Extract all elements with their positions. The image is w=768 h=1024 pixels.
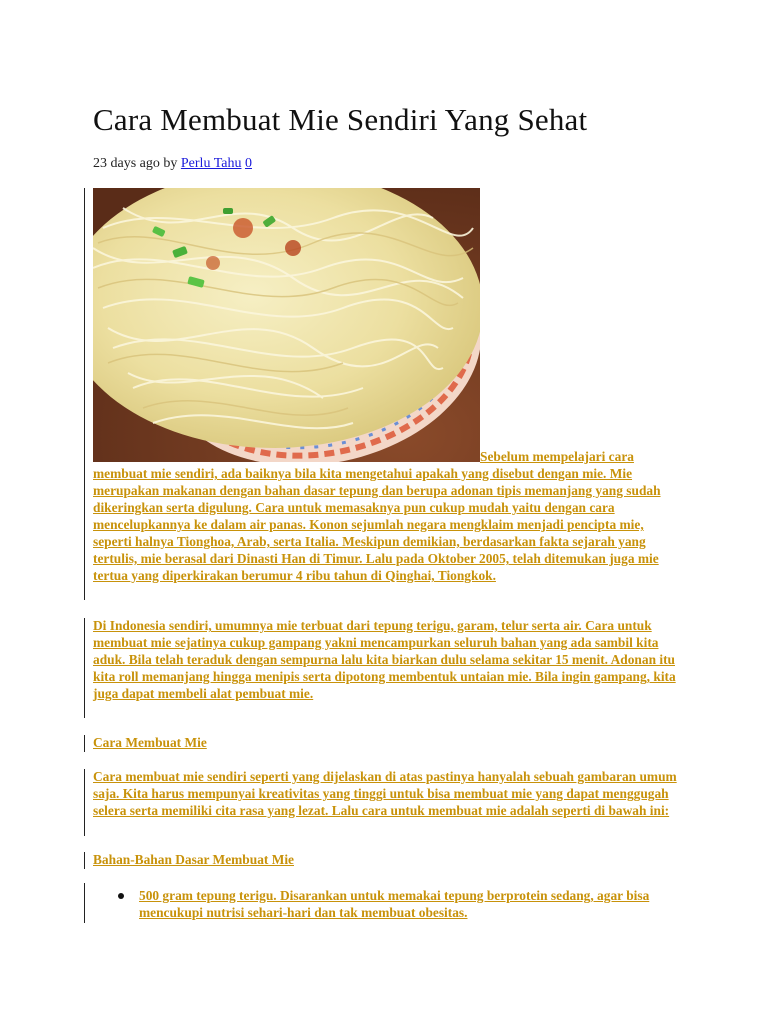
section-heading-bahan[interactable]: Bahan-Bahan Dasar Membuat Mie [93,852,294,867]
intro-paragraph-body[interactable]: membuat mie sendiri, ada baiknya bila kita mengetahui apakah yang disebut dengan mie. Mie merupakan makanan dengan bahan dasar tepung dan berupa adonan tipis memanjang yang sudah dikeringkan serta digulung. Cara untuk memasaknya pun cukup mudah yaitu dengan cara mencelupkannya ke dalam air panas. Konon sejumlah negara mengklaim menjadi pencipta mie, seperti halnya Tionghoa, Arab, serta Italia. Meskipun demikian, berdasarkan fakta sejarah yang tertulis, mie berasal dari Dinasti Han di Timur. Lalu pada Oktober 2005, telah ditemukan juga mie tertua yang diperkirakan berumur 4 ribu tahun di Qinghai, Tiongkok. [93,466,661,583]
left-margin-bar [84,735,85,752]
list-bullet [118,893,124,899]
article-title: Cara Membuat Mie Sendiri Yang Sehat [93,102,588,137]
list-item[interactable]: 500 gram tepung terigu. Disarankan untuk memakai tepung berprotein sedang, agar bisa mencukupi nutrisi sehari-hari dan tak membuat obesitas. [139,888,650,920]
left-margin-bar [84,188,85,600]
left-margin-bar [84,618,85,718]
noodle-dish-photo [93,188,480,462]
intro-paragraph-lead[interactable]: Sebelum mempelajari cara [480,449,634,464]
left-margin-bar [84,883,85,923]
post-date: 23 days ago by [93,156,181,171]
left-margin-bar [84,769,85,836]
paragraph-indonesia[interactable]: Di Indonesia sendiri, umumnya mie terbuat dari tepung terigu, garam, telur serta air. Cara untuk membuat mie sejatinya cukup gampang yakni mencampurkan seluruh bahan yang ada sambil kita aduk. Bila telah teraduk dengan sempurna lalu kita biarkan dulu selama sekitar 15 menit. Adonan itu kita roll memanjang hingga menipis serta dipotong membentuk untaian mie. Bila ingin gampang, kita juga dapat membeli alat pembuat mie. [93,618,676,701]
comments-count-link[interactable]: 0 [244,156,252,171]
article-meta [93,156,252,172]
paragraph-cara[interactable]: Cara membuat mie sendiri seperti yang dijelaskan di atas pastinya hanyalah sebuah gambaran umum saja. Kita harus mempunyai kreativitas yang tinggi untuk bisa membuat mie yang dapat menggugah selera serta memiliki cita rasa yang lezat. Lalu cara untuk membuat mie adalah seperti di bawah ini: [93,769,677,818]
intro-paragraph[interactable] [93,448,678,584]
author-link[interactable]: Perlu Tahu [180,156,242,171]
left-margin-bar [84,852,85,869]
section-heading-cara-membuat-mie[interactable]: Cara Membuat Mie [93,735,207,750]
